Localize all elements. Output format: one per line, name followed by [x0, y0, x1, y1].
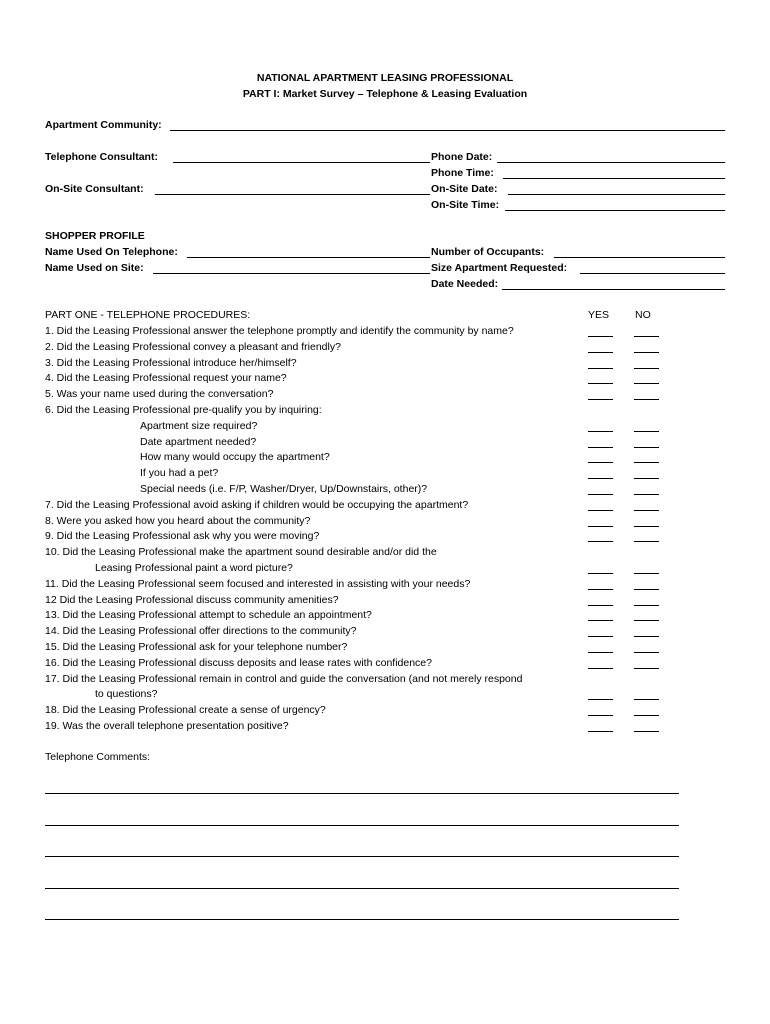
- onsite-consultant-line[interactable]: [155, 194, 430, 195]
- yes-answer-blank[interactable]: [588, 510, 613, 511]
- yes-answer-blank[interactable]: [588, 715, 613, 716]
- telephone-comments-label: Telephone Comments:: [45, 751, 151, 763]
- yes-answer-blank[interactable]: [588, 526, 613, 527]
- no-answer-blank[interactable]: [634, 668, 659, 669]
- yes-answer-blank[interactable]: [588, 652, 613, 653]
- no-answer-blank[interactable]: [634, 699, 659, 700]
- question-text: to questions?: [95, 688, 158, 700]
- yes-column-header: YES: [588, 309, 610, 321]
- apartment-community-label: Apartment Community:: [45, 119, 162, 131]
- name-telephone-label: Name Used On Telephone:: [45, 246, 178, 258]
- yes-answer-blank[interactable]: [588, 605, 613, 606]
- question-text: 5. Was your name used during the conversation?: [45, 388, 274, 400]
- no-answer-blank[interactable]: [634, 352, 659, 353]
- phone-date-label: Phone Date:: [431, 151, 493, 163]
- name-site-label: Name Used on Site:: [45, 262, 144, 274]
- question-text: 11. Did the Leasing Professional seem focused and interested in assisting with your needs?: [45, 578, 471, 590]
- comment-line[interactable]: [45, 793, 679, 794]
- question-text: 3. Did the Leasing Professional introduce her/himself?: [45, 357, 297, 369]
- yes-answer-blank[interactable]: [588, 431, 613, 432]
- question-text: 15. Did the Leasing Professional ask for your telephone number?: [45, 641, 348, 653]
- comment-line[interactable]: [45, 888, 679, 889]
- question-text: 4. Did the Leasing Professional request your name?: [45, 372, 287, 384]
- occupants-line[interactable]: [554, 257, 725, 258]
- question-text: Special needs (i.e. F/P, Washer/Dryer, Up/Downstairs, other)?: [140, 483, 428, 495]
- no-answer-blank[interactable]: [634, 605, 659, 606]
- apartment-community-line[interactable]: [170, 130, 725, 131]
- name-site-line[interactable]: [153, 273, 430, 274]
- yes-answer-blank[interactable]: [588, 620, 613, 621]
- yes-answer-blank[interactable]: [588, 494, 613, 495]
- yes-answer-blank[interactable]: [588, 447, 613, 448]
- no-answer-blank[interactable]: [634, 636, 659, 637]
- question-text: 8. Were you asked how you heard about the community?: [45, 515, 311, 527]
- question-text: 19. Was the overall telephone presentation positive?: [45, 720, 289, 732]
- yes-answer-blank[interactable]: [588, 478, 613, 479]
- no-answer-blank[interactable]: [634, 478, 659, 479]
- no-answer-blank[interactable]: [634, 589, 659, 590]
- no-answer-blank[interactable]: [634, 336, 659, 337]
- yes-answer-blank[interactable]: [588, 462, 613, 463]
- onsite-date-line[interactable]: [508, 194, 725, 195]
- no-answer-blank[interactable]: [634, 715, 659, 716]
- no-answer-blank[interactable]: [634, 573, 659, 574]
- yes-answer-blank[interactable]: [588, 541, 613, 542]
- name-telephone-line[interactable]: [187, 257, 430, 258]
- yes-answer-blank[interactable]: [588, 352, 613, 353]
- question-text: 13. Did the Leasing Professional attempt to schedule an appointment?: [45, 609, 372, 621]
- no-answer-blank[interactable]: [634, 431, 659, 432]
- comment-line[interactable]: [45, 919, 679, 920]
- no-column-header: NO: [635, 309, 651, 321]
- occupants-label: Number of Occupants:: [431, 246, 545, 258]
- no-answer-blank[interactable]: [634, 383, 659, 384]
- form-title: NATIONAL APARTMENT LEASING PROFESSIONAL: [256, 72, 514, 84]
- no-answer-blank[interactable]: [634, 731, 659, 732]
- no-answer-blank[interactable]: [634, 541, 659, 542]
- onsite-time-line[interactable]: [505, 210, 725, 211]
- part-one-heading: PART ONE - TELEPHONE PROCEDURES:: [45, 309, 251, 321]
- question-text: How many would occupy the apartment?: [140, 451, 330, 463]
- telephone-consultant-line[interactable]: [173, 162, 430, 163]
- question-text: 14. Did the Leasing Professional offer directions to the community?: [45, 625, 357, 637]
- comment-line[interactable]: [45, 825, 679, 826]
- yes-answer-blank[interactable]: [588, 589, 613, 590]
- yes-answer-blank[interactable]: [588, 573, 613, 574]
- size-requested-label: Size Apartment Requested:: [431, 262, 568, 274]
- phone-date-line[interactable]: [497, 162, 725, 163]
- date-needed-label: Date Needed:: [431, 278, 499, 290]
- question-text: 7. Did the Leasing Professional avoid asking if children would be occupying the apartment?: [45, 499, 469, 511]
- onsite-consultant-label: On-Site Consultant:: [45, 183, 144, 195]
- yes-answer-blank[interactable]: [588, 668, 613, 669]
- phone-time-line[interactable]: [503, 178, 725, 179]
- question-text: Apartment size required?: [140, 420, 258, 432]
- no-answer-blank[interactable]: [634, 510, 659, 511]
- size-requested-line[interactable]: [580, 273, 725, 274]
- question-text: 17. Did the Leasing Professional remain in control and guide the conversation (and not merely respond: [45, 673, 523, 685]
- onsite-time-label: On-Site Time:: [431, 199, 500, 211]
- no-answer-blank[interactable]: [634, 462, 659, 463]
- question-text: 10. Did the Leasing Professional make the apartment sound desirable and/or did the: [45, 546, 437, 558]
- yes-answer-blank[interactable]: [588, 636, 613, 637]
- question-text: 9. Did the Leasing Professional ask why you were moving?: [45, 530, 320, 542]
- question-text: If you had a pet?: [140, 467, 219, 479]
- yes-answer-blank[interactable]: [588, 368, 613, 369]
- no-answer-blank[interactable]: [634, 652, 659, 653]
- question-text: 18. Did the Leasing Professional create a sense of urgency?: [45, 704, 326, 716]
- no-answer-blank[interactable]: [634, 368, 659, 369]
- no-answer-blank[interactable]: [634, 494, 659, 495]
- yes-answer-blank[interactable]: [588, 383, 613, 384]
- yes-answer-blank[interactable]: [588, 699, 613, 700]
- question-text: 16. Did the Leasing Professional discuss deposits and lease rates with confidence?: [45, 657, 432, 669]
- question-text: 1. Did the Leasing Professional answer the telephone promptly and identify the community by name?: [45, 325, 514, 337]
- form-subtitle: PART I: Market Survey – Telephone & Leasing Evaluation: [242, 88, 528, 100]
- question-text: Date apartment needed?: [140, 436, 257, 448]
- onsite-date-label: On-Site Date:: [431, 183, 498, 195]
- yes-answer-blank[interactable]: [588, 336, 613, 337]
- comment-line[interactable]: [45, 856, 679, 857]
- yes-answer-blank[interactable]: [588, 399, 613, 400]
- date-needed-line[interactable]: [502, 289, 725, 290]
- no-answer-blank[interactable]: [634, 399, 659, 400]
- phone-time-label: Phone Time:: [431, 167, 494, 179]
- no-answer-blank[interactable]: [634, 620, 659, 621]
- no-answer-blank[interactable]: [634, 447, 659, 448]
- question-text: 2. Did the Leasing Professional convey a pleasant and friendly?: [45, 341, 341, 353]
- no-answer-blank[interactable]: [634, 526, 659, 527]
- question-text: 12 Did the Leasing Professional discuss community amenities?: [45, 594, 339, 606]
- yes-answer-blank[interactable]: [588, 731, 613, 732]
- shopper-profile-heading: SHOPPER PROFILE: [45, 230, 145, 242]
- question-text: 6. Did the Leasing Professional pre-qualify you by inquiring:: [45, 404, 322, 416]
- telephone-consultant-label: Telephone Consultant:: [45, 151, 158, 163]
- question-text: Leasing Professional paint a word picture?: [95, 562, 293, 574]
